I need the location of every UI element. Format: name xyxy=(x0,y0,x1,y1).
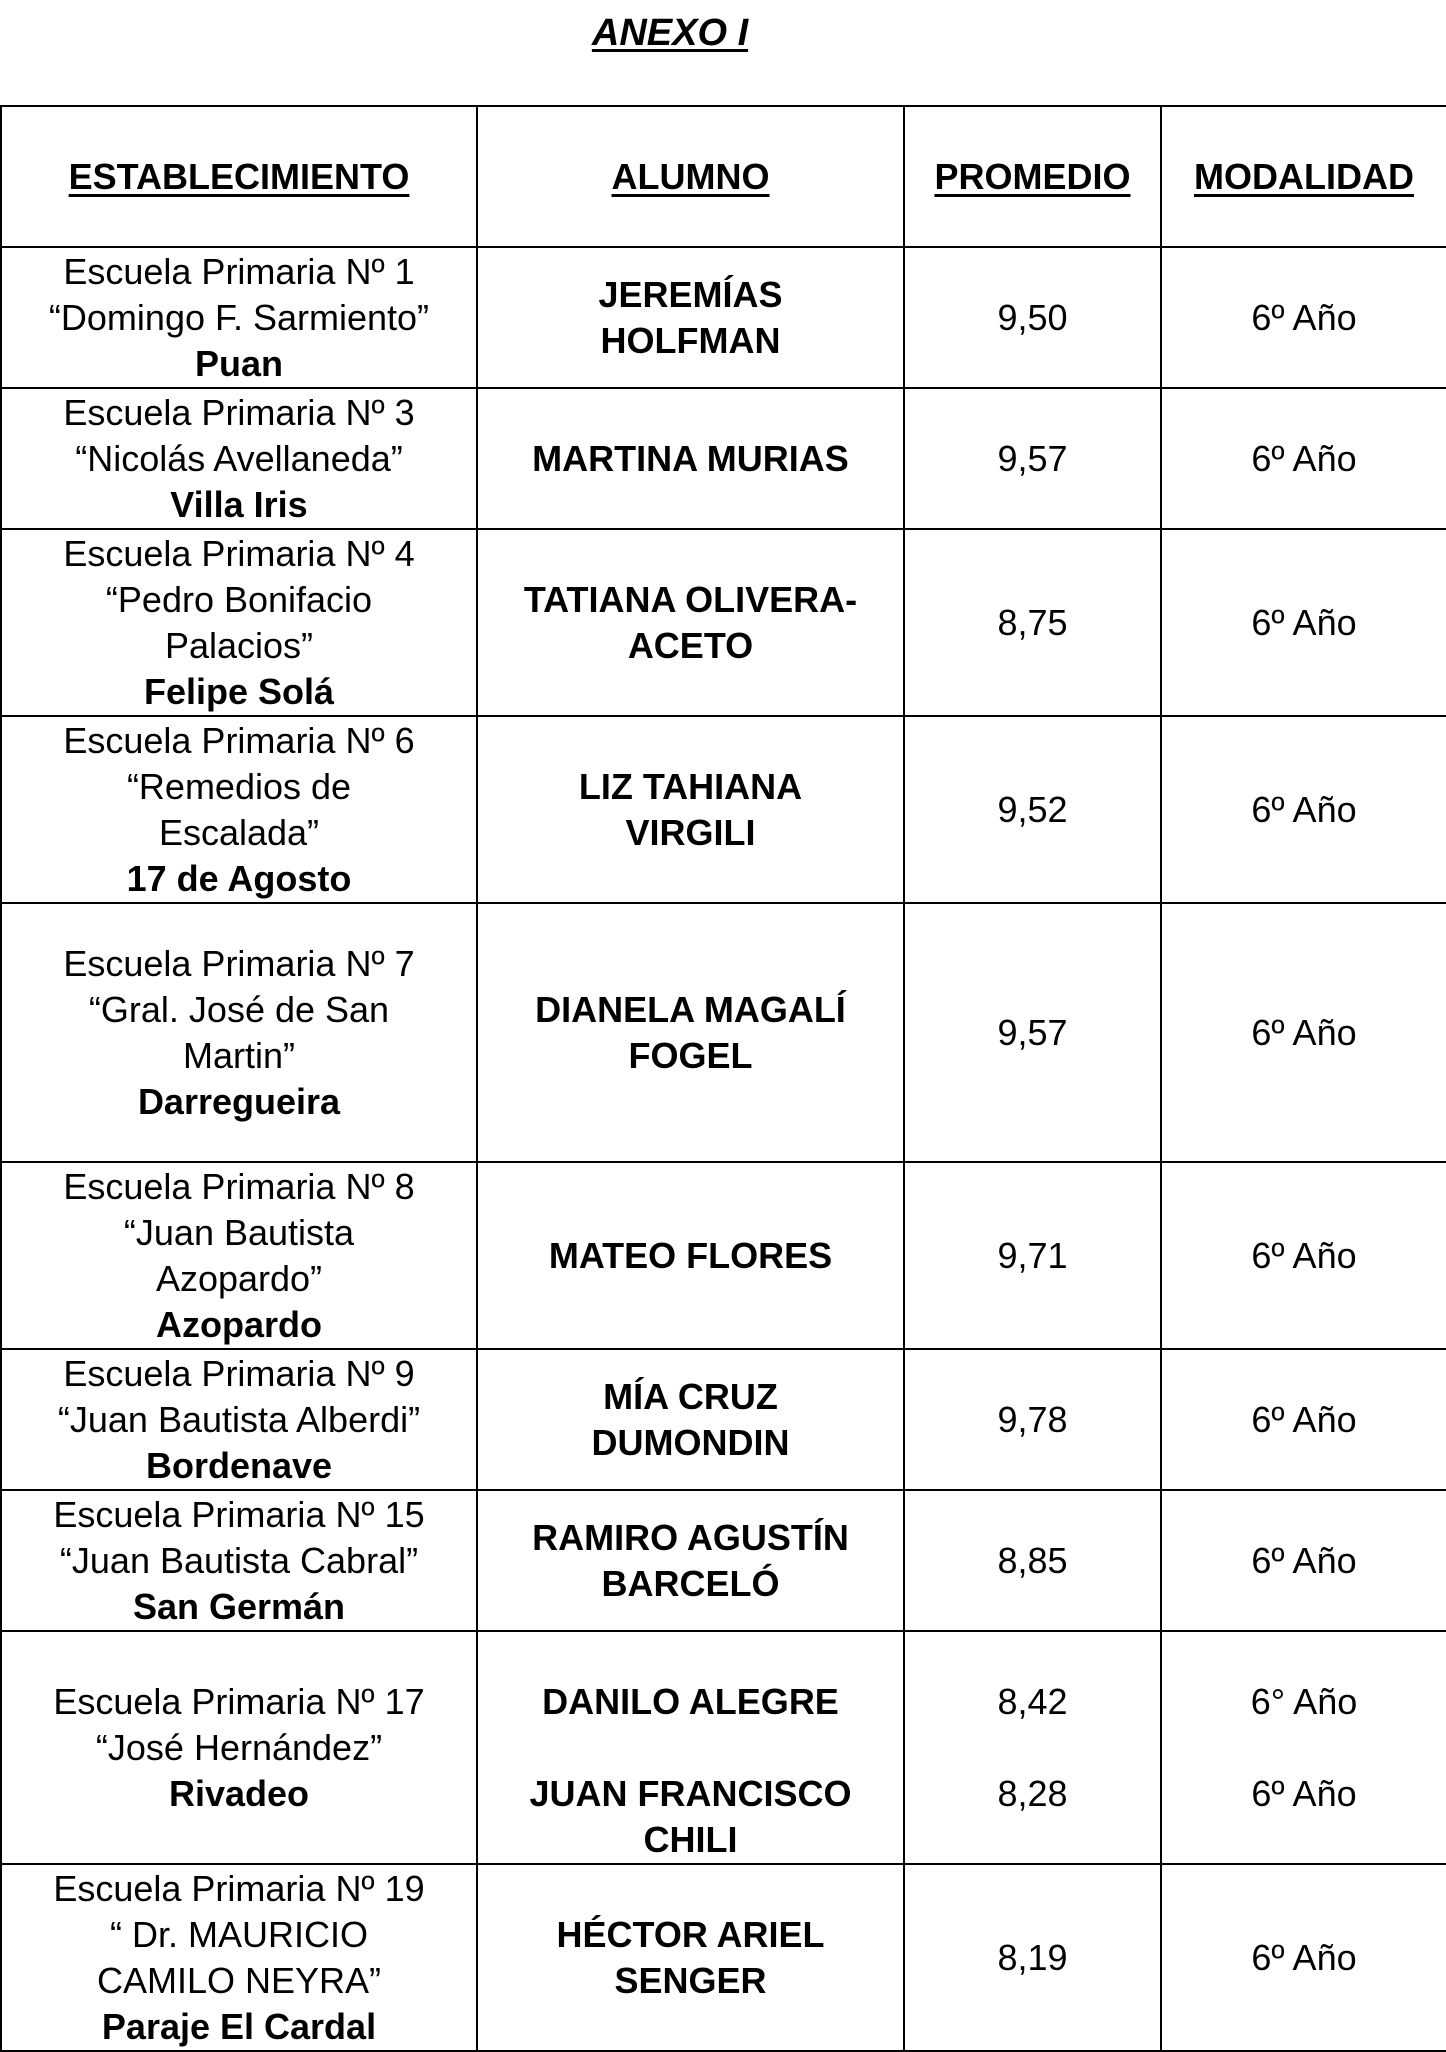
student-name-line1: JEREMÍAS xyxy=(598,273,783,315)
school-name: “Domingo F. Sarmiento” xyxy=(48,296,430,338)
student-name-line1: MÍA CRUZ xyxy=(603,1375,778,1417)
school-name: “Remedios de Escalada” xyxy=(126,765,352,853)
table-row xyxy=(1,247,1446,388)
school-name: “Nicolás Avellaneda” xyxy=(75,437,403,479)
modalidad-cell: 6º Año xyxy=(1161,1490,1446,1631)
header-alumno: ALUMNO xyxy=(477,106,904,247)
school-name: “ Dr. MAURICIO CAMILO NEYRA” xyxy=(96,1913,382,2001)
promedio-value: 8,42 xyxy=(997,1680,1068,1722)
header-promedio: PROMEDIO xyxy=(904,106,1161,247)
school-name: “Juan Bautista Cabral” xyxy=(59,1539,419,1581)
school-locality: 17 de Agosto xyxy=(126,857,352,899)
table-header-row xyxy=(1,106,1446,247)
modalidad-value: 6º Año xyxy=(1251,1772,1357,1814)
student-cell xyxy=(477,903,904,1162)
table-row xyxy=(1,1162,1446,1349)
table-row xyxy=(1,716,1446,903)
promedio-cell: 8,19 xyxy=(904,1864,1161,2051)
school-locality: Puan xyxy=(194,342,283,384)
header-modalidad: MODALIDAD xyxy=(1161,106,1446,247)
school-number: Escuela Primaria Nº 7 xyxy=(63,942,415,984)
student-cell xyxy=(477,247,904,388)
school-locality: Felipe Solá xyxy=(143,670,335,712)
modalidad-cell xyxy=(1161,1631,1446,1864)
promedio-cell: 9,52 xyxy=(904,716,1161,903)
school-number: Escuela Primaria Nº 19 xyxy=(53,1867,425,1909)
establishment-cell xyxy=(1,529,477,716)
promedio-cell: 9,50 xyxy=(904,247,1161,388)
student-cell xyxy=(477,529,904,716)
establishment-cell xyxy=(1,716,477,903)
header-establecimiento: ESTABLECIMIENTO xyxy=(1,106,477,247)
school-number: Escuela Primaria Nº 15 xyxy=(53,1493,425,1535)
document-title: ANEXO I xyxy=(591,12,749,54)
school-number: Escuela Primaria Nº 9 xyxy=(63,1352,415,1394)
modalidad-cell: 6º Año xyxy=(1161,529,1446,716)
establishment-cell xyxy=(1,1490,477,1631)
student-name-line2: BARCELÓ xyxy=(601,1562,780,1604)
modalidad-cell: 6º Año xyxy=(1161,716,1446,903)
school-number: Escuela Primaria Nº 4 xyxy=(63,532,415,574)
school-locality: Darregueira xyxy=(137,1080,341,1122)
student-cell xyxy=(477,388,904,529)
school-name: “Juan Bautista Alberdi” xyxy=(57,1398,421,1440)
establishment-cell xyxy=(1,1864,477,2051)
student-name-line1: MARTINA MURIAS xyxy=(532,437,849,479)
student-cell xyxy=(477,716,904,903)
establishment-cell xyxy=(1,1349,477,1490)
student-name-line2: CHILI xyxy=(643,1819,738,1860)
student-name-line1: RAMIRO AGUSTÍN xyxy=(532,1516,849,1558)
school-number: Escuela Primaria Nº 1 xyxy=(63,250,415,292)
modalidad-cell: 6º Año xyxy=(1161,1864,1446,2051)
student-name-line2: FOGEL xyxy=(628,1034,753,1076)
modalidad-cell: 6º Año xyxy=(1161,903,1446,1162)
establishment-cell xyxy=(1,1631,477,1864)
annex-table xyxy=(0,105,1446,2052)
promedio-cell: 8,75 xyxy=(904,529,1161,716)
school-number: Escuela Primaria Nº 17 xyxy=(53,1680,425,1722)
school-locality: Villa Iris xyxy=(170,483,308,525)
promedio-cell xyxy=(904,1631,1161,1864)
establishment-cell xyxy=(1,903,477,1162)
school-name: “Gral. José de San Martin” xyxy=(88,988,390,1076)
school-locality: Paraje El Cardal xyxy=(101,2005,377,2047)
school-name: “José Hernández” xyxy=(95,1726,383,1768)
student-name-line1: JUAN FRANCISCO xyxy=(529,1773,852,1814)
promedio-cell: 9,78 xyxy=(904,1349,1161,1490)
student-cell xyxy=(477,1349,904,1490)
table-row xyxy=(1,1631,1446,1864)
promedio-cell: 9,57 xyxy=(904,388,1161,529)
promedio-cell: 8,85 xyxy=(904,1490,1161,1631)
student-cell xyxy=(477,1864,904,2051)
table-row xyxy=(1,529,1446,716)
student-name-line2: DUMONDIN xyxy=(591,1421,790,1463)
table-row xyxy=(1,1490,1446,1631)
school-locality: Rivadeo xyxy=(168,1772,310,1814)
table-row xyxy=(1,1864,1446,2051)
student-name-line1: DIANELA MAGALÍ xyxy=(535,988,846,1030)
student-name-line2: VIRGILI xyxy=(625,811,756,853)
student-name-line1: MATEO FLORES xyxy=(548,1234,833,1276)
school-name: “Juan Bautista Azopardo” xyxy=(123,1211,355,1299)
modalidad-value: 6° Año xyxy=(1250,1680,1358,1722)
table-row xyxy=(1,903,1446,1162)
establishment-cell xyxy=(1,1162,477,1349)
student-name-line1: TATIANA OLIVERA- xyxy=(523,578,858,620)
modalidad-cell: 6º Año xyxy=(1161,247,1446,388)
promedio-cell: 9,71 xyxy=(904,1162,1161,1349)
table-row xyxy=(1,1349,1446,1490)
school-number: Escuela Primaria Nº 6 xyxy=(63,719,415,761)
student-name-line2: ACETO xyxy=(627,624,754,666)
school-number: Escuela Primaria Nº 3 xyxy=(63,391,415,433)
modalidad-cell: 6º Año xyxy=(1161,388,1446,529)
student-name-line2: HOLFMAN xyxy=(600,319,781,361)
establishment-cell xyxy=(1,388,477,529)
student-name-line1: DANILO ALEGRE xyxy=(542,1681,839,1722)
student-name-line2: SENGER xyxy=(614,1959,767,2001)
promedio-cell: 9,57 xyxy=(904,903,1161,1162)
school-locality: San Germán xyxy=(132,1585,346,1627)
modalidad-cell: 6º Año xyxy=(1161,1162,1446,1349)
table-row xyxy=(1,388,1446,529)
student-name-line1: LIZ TAHIANA xyxy=(578,765,803,807)
school-number: Escuela Primaria Nº 8 xyxy=(63,1165,415,1207)
establishment-cell xyxy=(1,247,477,388)
school-name: “Pedro Bonifacio Palacios” xyxy=(105,578,373,666)
promedio-value: 8,28 xyxy=(997,1772,1068,1814)
school-locality: Bordenave xyxy=(145,1444,333,1486)
student-name-line1: HÉCTOR ARIEL xyxy=(556,1913,825,1955)
student-cell xyxy=(477,1631,904,1864)
school-locality: Azopardo xyxy=(156,1303,322,1345)
student-cell xyxy=(477,1162,904,1349)
modalidad-cell: 6º Año xyxy=(1161,1349,1446,1490)
student-cell xyxy=(477,1490,904,1631)
